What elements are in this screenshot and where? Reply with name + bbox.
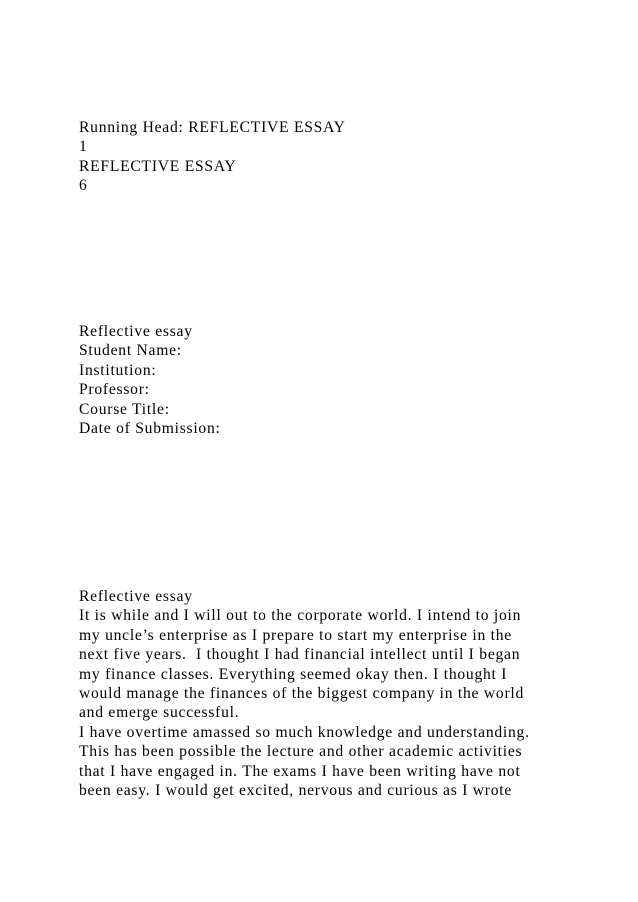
essay-line: It is while and I will out to the corporate world. I intend to join — [79, 607, 522, 625]
essay-line: my uncle’s enterprise as I prepare to start my enterprise in the — [79, 626, 512, 644]
page-number: 6 — [79, 177, 88, 195]
institution-label: Institution: — [79, 361, 157, 379]
page-number: 1 — [79, 138, 88, 156]
essay-line: next five years. I thought I had financial intellect until I began — [79, 646, 521, 664]
essay-line: would manage the finances of the biggest company in the world — [79, 685, 525, 703]
essay-title: Reflective essay — [79, 323, 193, 340]
student-name-label: Student Name: — [79, 342, 182, 360]
short-title: REFLECTIVE ESSAY — [79, 157, 237, 175]
essay-line: been easy. I would get excited, nervous and curious as I wrote — [79, 782, 513, 800]
essay-line: my finance classes. Everything seemed okay then. I thought I — [79, 665, 508, 683]
essay-body — [79, 587, 530, 800]
professor-label: Professor: — [79, 381, 150, 399]
essay-line: This has been possible the lecture and other academic activities — [79, 743, 523, 761]
running-header — [79, 118, 346, 196]
course-title-label: Course Title: — [79, 400, 170, 418]
running-head-text: Running Head: REFLECTIVE ESSAY — [79, 119, 346, 136]
essay-line: that I have engaged in. The exams I have been writing have not — [79, 762, 521, 780]
title-page-info — [79, 322, 221, 438]
date-of-submission-label: Date of Submission: — [79, 420, 221, 438]
essay-line: I have overtime amassed so much knowledge and understanding. — [79, 723, 530, 741]
essay-heading: Reflective essay — [79, 588, 193, 605]
essay-line: and emerge successful. — [79, 704, 240, 722]
